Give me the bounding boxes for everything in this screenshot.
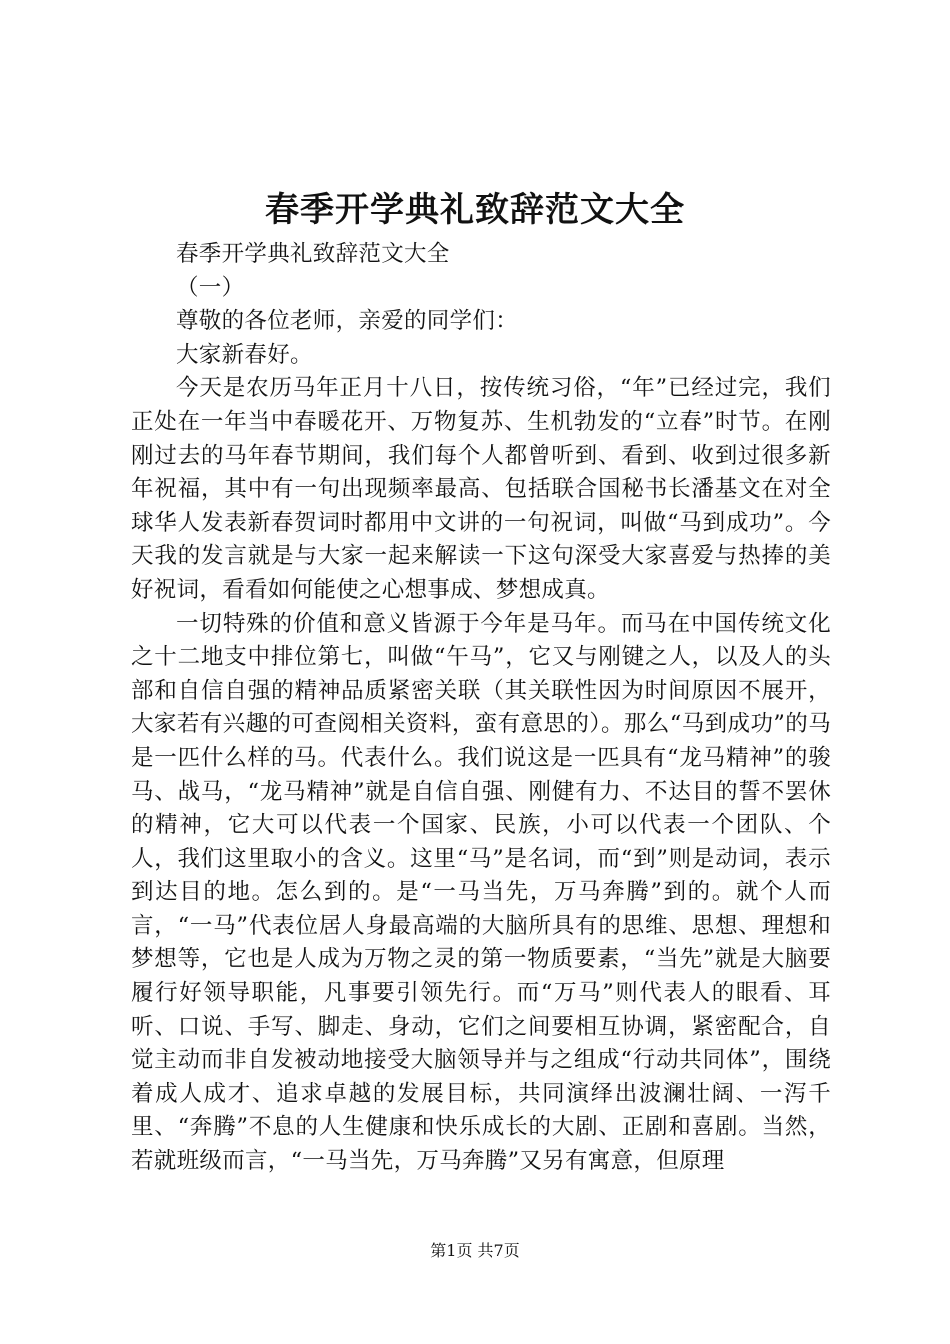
page-number: 第1页 共7页 bbox=[430, 1241, 520, 1260]
section-number: （一） bbox=[176, 274, 245, 301]
document-body bbox=[131, 238, 831, 1179]
document-title: 春季开学典礼致辞范文大全 bbox=[265, 190, 685, 230]
body-paragraph: 一切特殊的价值和意义皆源于今年是马年。而马在中国传统文化之十二地支中排位第七，叫做“午马”，它又与刚键之人，以及人的头部和自信自强的精神品质紧密关联（其关联性因为时间原因不展开，大家若有兴趣的可查阅相关资料，蛮有意思的）。那么“马到成功”的马是一匹什么样的马。代表什么。我们说这是一匹具有“龙马精神”的骏马、战马，“龙马精神”就是自信自强、刚健有力、不达目的誓不罢休的精神，它大可以代表一个国家、民族，小可以代表一个团队、个人，我们这里取小的含义。这里“马”是名词，而“到”则是动词，表示到达目的地。怎么到的。是“一马当先，万马奔腾”到的。就个人而言，“一马”代表位居人身最高端的大脑所具有的思维、思想、理想和梦想等，它也是人成为万物之灵的第一物质要素，“当先”就是大脑要履行好领导职能，凡事要引领先行。而“万马”则代表人的眼看、耳听、口说、手写、脚走、身动，它们之间要相互协调，紧密配合，自觉主动而非自发被动地接受大脑领导并与之组成“行动共同体”，围绕着成人成才、追求卓越的发展目标，共同演绎出波澜壮阔、一泻千里、“奔腾”不息的人生健康和快乐成长的大剧、正剧和喜剧。当然，若就班级而言，“一马当先，万马奔腾”又另有寓意，但原理 bbox=[131, 610, 831, 1175]
salutation-paragraph: 尊敬的各位老师，亲爱的同学们： bbox=[176, 308, 519, 335]
body-paragraph: 今天是农历马年正月十八日，按传统习俗，“年”已经过完，我们正处在一年当中春暖花开、万物复苏、生机勃发的“立春”时节。在刚刚过去的马年春节期间，我们每个人都曾听到、看到、收到过很多新年祝福，其中有一句出现频率最高、包括联合国秘书长潘基文在对全球华人发表新春贺词时都用中文讲的一句祝词，叫做“马到成功”。今天我的发言就是与大家一起来解读一下这句深受大家喜爱与热捧的美好祝词，看看如何能使之心想事成、梦想成真。 bbox=[131, 375, 831, 603]
subtitle-paragraph: 春季开学典礼致辞范文大全 bbox=[176, 241, 450, 267]
greeting-paragraph: 大家新春好。 bbox=[176, 341, 313, 368]
